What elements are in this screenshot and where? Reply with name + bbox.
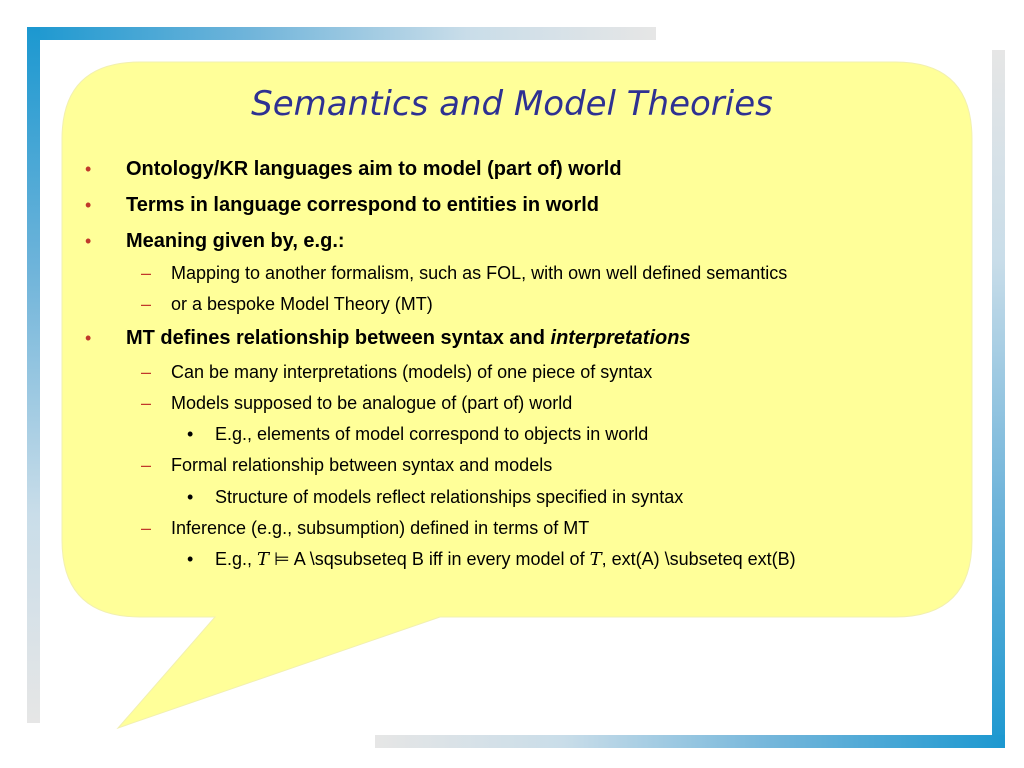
tbox-symbol: T bbox=[589, 549, 602, 570]
bullet-terms: Terms in language correspond to entities in world bbox=[126, 194, 600, 216]
sub-mapping: Mapping to another formalism, such as FOL, with own well defined semantics bbox=[171, 263, 788, 283]
dash-marker: – bbox=[141, 294, 152, 314]
entailment-prefix: E.g., bbox=[215, 549, 258, 569]
bullet-mt-defines bbox=[126, 327, 691, 350]
bullet-meaning: Meaning given by, e.g.: bbox=[126, 230, 345, 252]
small-bullet-marker: • bbox=[187, 487, 194, 507]
subsub-structure: Structure of models reflect relationships specified in syntax bbox=[215, 487, 684, 507]
bullet-ontology: Ontology/KR languages aim to model (part of) world bbox=[126, 158, 622, 180]
dash-marker: – bbox=[141, 393, 152, 413]
dash-marker: – bbox=[141, 362, 152, 382]
entailment-suffix: , ext(A) \subseteq ext(B) bbox=[601, 549, 796, 569]
entailment-middle: ⊨ A \sqsubseteq B iff in every model of bbox=[269, 549, 590, 569]
bullet-marker: • bbox=[85, 195, 92, 215]
subsub-elements: E.g., elements of model correspond to objects in world bbox=[215, 424, 649, 444]
dash-marker: – bbox=[141, 263, 152, 283]
sub-bespoke: or a bespoke Model Theory (MT) bbox=[171, 294, 433, 314]
bullet-marker: • bbox=[85, 159, 92, 179]
sub-models-analogue: Models supposed to be analogue of (part of) world bbox=[171, 393, 573, 413]
sub-inference: Inference (e.g., subsumption) defined in terms of MT bbox=[171, 518, 590, 538]
subsub-entailment bbox=[215, 549, 796, 570]
slide-title: Semantics and Model Theories bbox=[251, 84, 773, 124]
small-bullet-marker: • bbox=[187, 424, 194, 444]
bullet-mt-text: MT defines relationship between syntax and bbox=[126, 327, 551, 349]
dash-marker: – bbox=[141, 455, 152, 475]
bullet-mt-interpretations: interpretations bbox=[550, 327, 691, 349]
sub-interpretations: Can be many interpretations (models) of one piece of syntax bbox=[171, 362, 653, 382]
dash-marker: – bbox=[141, 518, 152, 538]
bullet-marker: • bbox=[85, 328, 92, 348]
tbox-symbol: T bbox=[257, 549, 270, 570]
sub-formal-relationship: Formal relationship between syntax and models bbox=[171, 455, 553, 475]
small-bullet-marker: • bbox=[187, 549, 194, 569]
bullet-marker: • bbox=[85, 231, 92, 251]
